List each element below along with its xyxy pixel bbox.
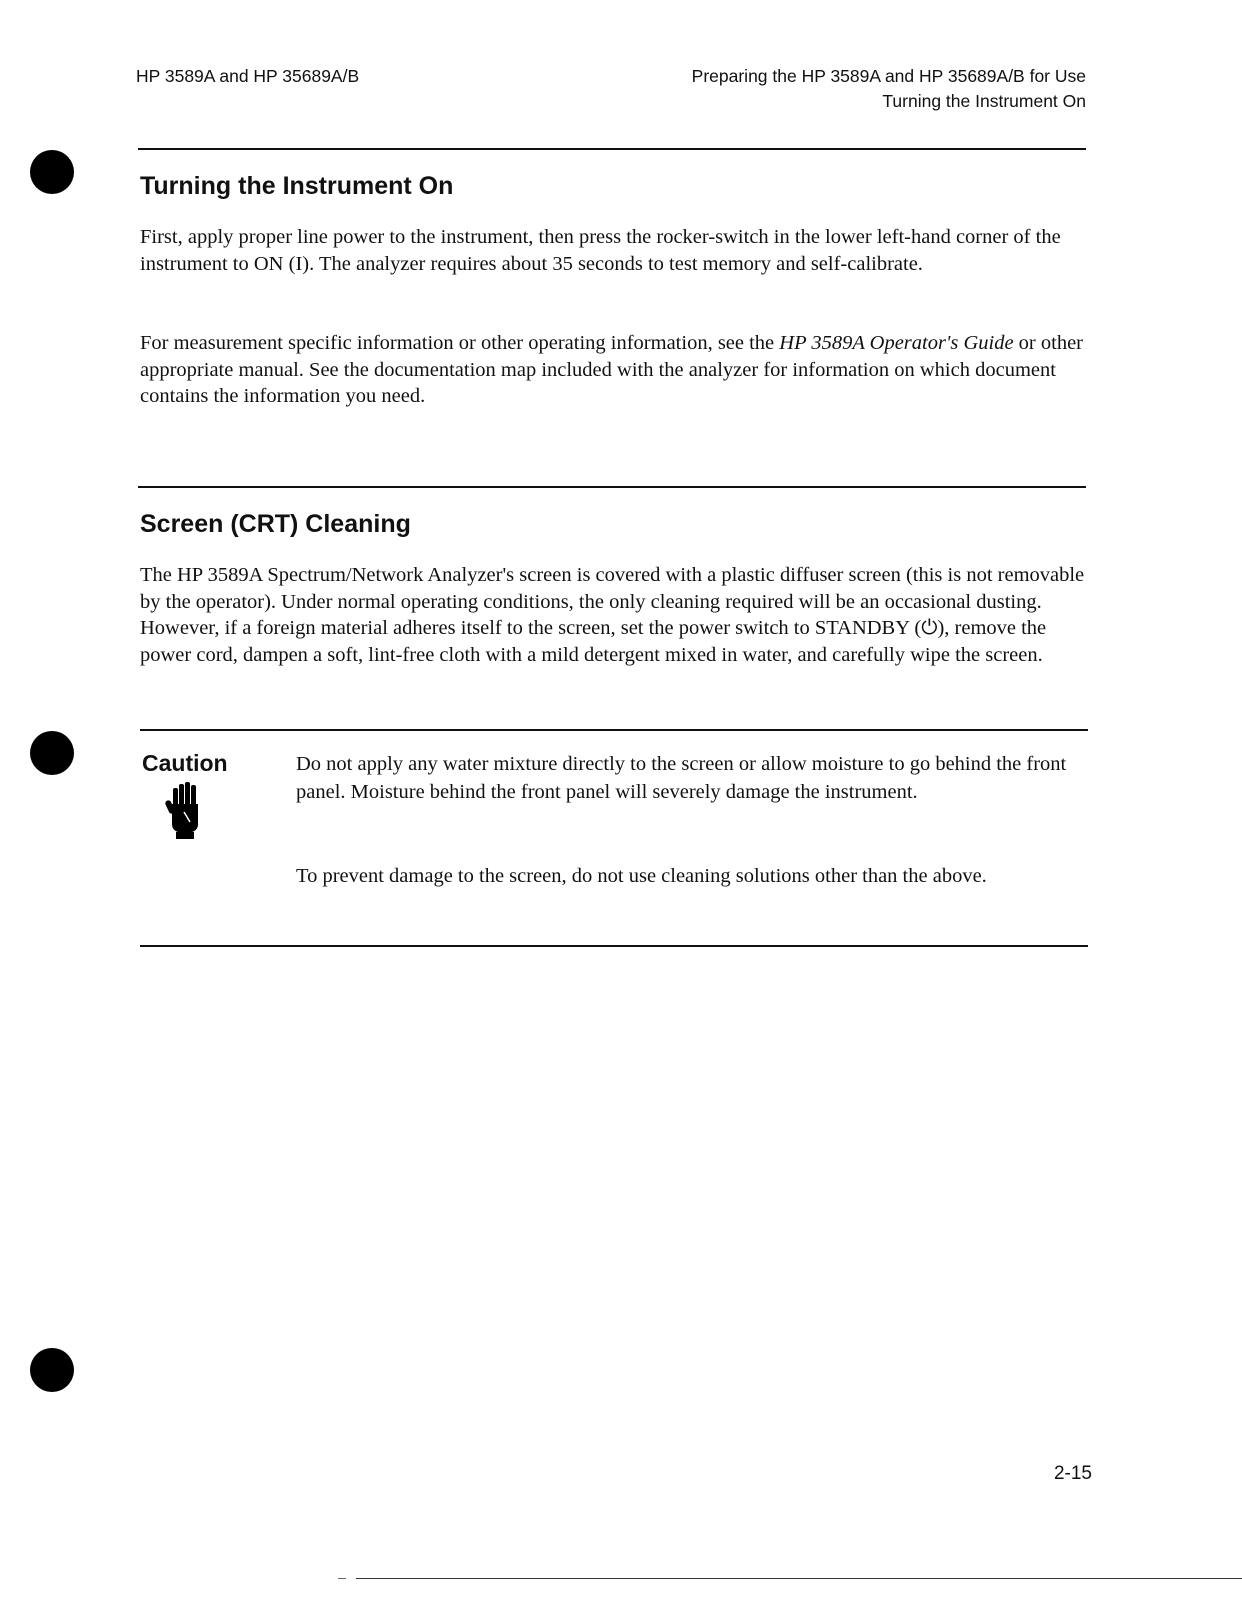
caution-text-solutions: To prevent damage to the screen, do not use cleaning solutions other than the above. <box>296 865 987 887</box>
caution-bottom-divider <box>140 945 1088 947</box>
binder-hole-bottom <box>30 1348 74 1392</box>
paragraph-power-on: First, apply proper line power to the instrument, then press the rocker-switch in the lower left-hand corner of the instrument to ON (I). The analyzer requires about 35 seconds to test memory and self-calibrate. <box>140 226 1061 275</box>
footer-rule <box>356 1578 1242 1579</box>
paragraph-further-info-suffix: or other appropriate manual. See the documentation map included with the analyzer for information on which document contains the information you need. <box>140 332 1083 407</box>
binder-hole-middle <box>30 731 74 775</box>
header-chapter <box>692 64 1086 114</box>
header-section-title: Turning the Instrument On <box>882 91 1086 111</box>
manual-reference: HP 3589A Operator's Guide <box>779 332 1014 354</box>
caution-text-moisture: Do not apply any water mixture directly to the screen or allow moisture to go behind the front panel. Moisture behind the front panel will severely damage the instrument. <box>296 753 1067 803</box>
section-divider <box>138 486 1086 488</box>
section-heading-screen-cleaning: Screen (CRT) Cleaning <box>140 510 411 538</box>
footer-scan-mark <box>338 1578 346 1579</box>
page-number: 2-15 <box>1053 1463 1092 1484</box>
header-chapter-title: Preparing the HP 3589A and HP 35689A/B for Use <box>691 66 1086 86</box>
binder-hole-top <box>30 150 74 194</box>
paragraph-further-info-prefix: For measurement specific information or other operating information, see the <box>140 332 780 354</box>
hand-stop-icon <box>164 782 208 840</box>
paragraph-further-info <box>140 330 1100 410</box>
caution-label: Caution <box>142 750 228 776</box>
section-heading-turning-on: Turning the Instrument On <box>140 172 454 200</box>
header-manual-title: HP 3589A and HP 35689A/B <box>136 66 360 86</box>
section-divider <box>138 148 1086 150</box>
caution-top-divider <box>140 729 1088 731</box>
paragraph-screen-cleaning: The HP 3589A Spectrum/Network Analyzer's screen is covered with a plastic diffuser screen (this is not removable by the operator). Under normal operating conditions, the only cleaning required will be an occasional dusting. However, if a foreign material adheres itself to the screen, set the power switch to STANDBY (⏻), remove the power cord, dampen a soft, lint-free cloth with a mild detergent mixed in water, and carefully wipe the screen. <box>140 564 1085 666</box>
